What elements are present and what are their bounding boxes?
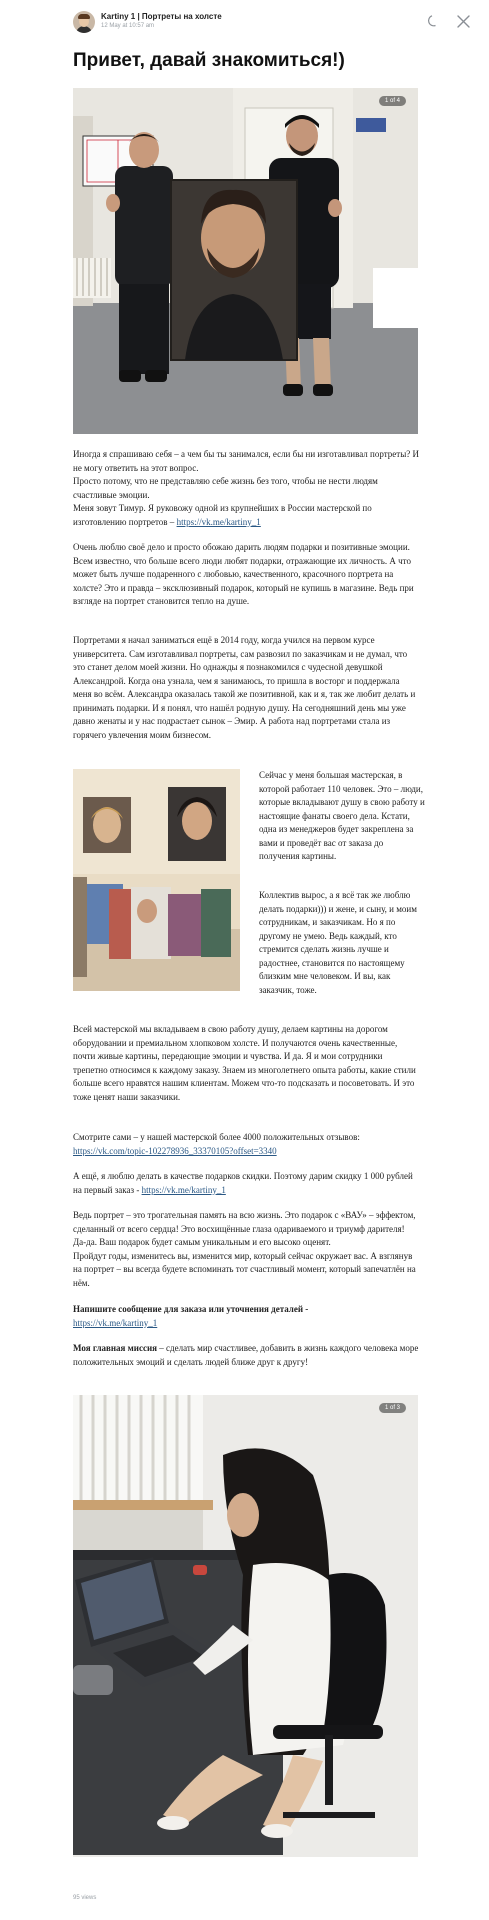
link-contact[interactable]: https://vk.me/kartiny_1	[73, 1317, 158, 1328]
paragraph-mission	[73, 1342, 419, 1369]
link-vk-me[interactable]: https://vk.me/kartiny_1	[176, 516, 261, 527]
intro-line-1: Иногда я спрашиваю себя – а чем бы ты занимался, если бы ни изготавливал портреты? И не могу ответить на этот вопрос.	[73, 449, 419, 473]
avatar[interactable]	[73, 11, 95, 33]
view-count: 95 views	[73, 1895, 97, 1901]
memory-text-b: Пройдут годы, изменитесь вы, изменится мир, который сейчас окружает вас. А взглянув на портрет – вы всегда будете вспоминать тот счастливый момент, который запечатлён на нём.	[73, 1250, 416, 1288]
paragraph-history: Портретами я начал заниматься ещё в 2014 году, когда учился на первом курсе университета. Сам изготавливал портреты, сам развозил по заказчикам и не думал, что это станет делом моей жизни. Но однажды я познакомился с чудесной девушкой Александрой. Когда она узнала, чем я занимаюсь, то пришла в восторг и поддержала меня во всём. Александра оказалась такой же позитивной, как и я, так же любит делать и принимать подарки. И я понял, что нашёл родную душу. На сегодняшний день мы уже давно женаты и у нас подрастает сынок – Эмир. А работа над портретами стала из горячего увлечения моим бизнесом.	[73, 635, 416, 740]
article-title: Привет, давай знакомиться!)	[73, 50, 345, 71]
paragraph-intro	[73, 448, 419, 529]
discount-text: А ещё, я люблю делать в качестве подарков скидки. Поэтому дарим скидку 1 000 рублей на первый заказ -	[73, 1171, 413, 1195]
memory-text-a: Ведь портрет – это трогательная память на всю жизнь. Это подарок с «ВАУ» – эффектом, сделанный от всего сердца! Это восхищённые глаза одариваемого и триумф дарителя! Да-да. Ваш подарок будет самым уникальным и его высоко оценят.	[73, 1210, 416, 1247]
photo-manager-at-laptop[interactable]	[73, 1395, 418, 1857]
paragraph-memory	[73, 1209, 419, 1290]
mission-bold: Моя главная миссия	[73, 1343, 158, 1353]
avatar-shirt	[76, 26, 92, 33]
photo-portrait-presentation[interactable]	[73, 88, 418, 434]
post-date: 12 May at 10:57 am	[101, 23, 155, 29]
avatar-hair	[78, 14, 90, 19]
author-name[interactable]: Kartiny 1 | Портреты на холсте	[101, 12, 222, 21]
link-discount[interactable]: https://vk.me/kartiny_1	[141, 1184, 226, 1195]
reviews-text: Смотрите сами – у нашей мастерской более 4000 положительных отзывов:	[73, 1132, 360, 1142]
paragraph-team: Коллектив вырос, а я всё так же люблю делать подарки))) и жене, и сыну, и моим сотрудникам, и заказчикам. Но я по другому не умею. Ведь каждый, кто стремится сделать жизнь лучше и радостнее, становится по настоящему близким мне человеком. И вы, как заказчик, тоже.	[259, 890, 417, 995]
close-icon[interactable]	[454, 12, 472, 30]
paragraph-workshop: Сейчас у меня большая мастерская, в которой работает 110 человек. Это – люди, которые вкладывают душу в свою работу и настоящие фанаты своего дела. Кстати, одна из менеджеров будет закреплена за вами и проведёт вас от заказа до получения картины.	[259, 770, 425, 861]
paragraph-discount	[73, 1170, 419, 1197]
paragraph-gifts: Очень люблю своё дело и просто обожаю дарить людям подарки и позитивные эмоции. Всем известно, что больше всего люди любят подарки, отражающие их личность. А что может быть лучше подаренного с любовью, качественного, красочного портрета на холсте? Это и правда – эксклюзивный подарок, который не купишь в магазине. Ведь при взгляде на портрет становится тепло на душе.	[73, 542, 414, 606]
paragraph-quality: Всей мастерской мы вкладываем в свою работу душу, делаем картины на дорогом оборудовании и премиальном хлопковом холсте. И получаются очень качественные, почти живые картины, передающие эмоции и чувства. И да. Я и мои сотрудники трепетно относимся к каждому заказу. Знаем из многолетнего опыта работы, какие стили больше всего нравятся нашим клиентам. Можем что-то подсказать и посоветовать. И это тоже ценят наши заказчики.	[73, 1024, 416, 1102]
moon-icon[interactable]	[424, 12, 442, 30]
intro-line-3: Меня зовут Тимур. Я руковожу одной из крупнейших в России мастерской по изготовлению портретов –	[73, 503, 372, 527]
top-bar	[0, 0, 489, 44]
photo-counter: 1 of 4	[379, 96, 406, 106]
intro-line-2: Просто потому, что не представляю себе жизнь без того, чтобы не нести людям счастливые эмоции.	[73, 476, 378, 500]
photo-counter: 1 of 3	[379, 1403, 406, 1413]
paragraph-contact	[73, 1303, 419, 1330]
paragraph-reviews	[73, 1131, 419, 1158]
photo-workshop[interactable]	[73, 769, 240, 991]
link-reviews[interactable]: https://vk.com/topic-102278936_33370105?offset=3340	[73, 1145, 277, 1156]
contact-bold: Напишите сообщение для заказа или уточнения деталей -	[73, 1304, 309, 1314]
mission-text: – сделать мир счастливее, добавить в жизнь каждого человека море положительных эмоций и сделать людей ближе друг к другу!	[73, 1343, 419, 1367]
